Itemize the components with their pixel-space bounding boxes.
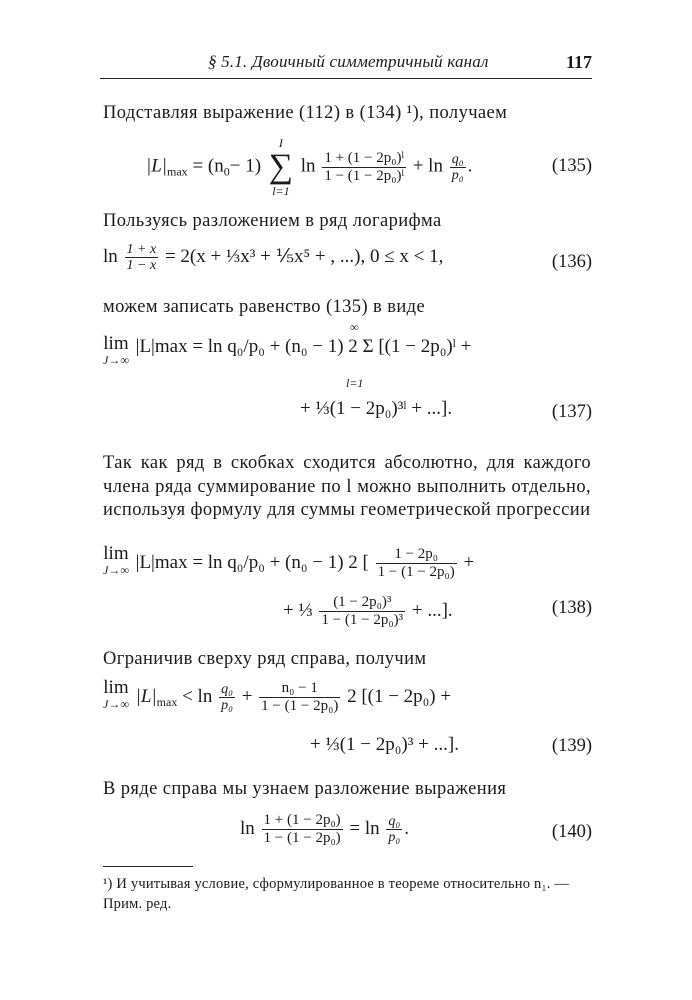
eq135-frac1-num: 1 + (1 − 2p₀)ˡ — [324, 149, 404, 166]
equation-137-line1 — [103, 333, 472, 368]
eq139-lim — [103, 677, 129, 712]
eq136-frac — [125, 242, 159, 273]
eq139-frac-q: $\frac{\text{q₀}}{\text{p₀}}$ — [221, 682, 233, 713]
sum-icon: ∑ — [268, 148, 294, 185]
page-header — [100, 52, 592, 79]
eq135-end: . — [467, 155, 473, 177]
eq139-frac — [259, 680, 340, 715]
equation-135 — [146, 136, 472, 198]
eq138-frac1-num: 1 − 2p₀ — [376, 546, 457, 564]
paragraph-1: Подставляя выражение (112) в (134) ¹), получаем — [103, 103, 508, 123]
eq139-lim-word: lim — [103, 677, 129, 698]
eq135-frac1 — [322, 150, 406, 185]
eq-number-135: (135) — [551, 156, 592, 176]
eq140-ln: ln — [240, 817, 255, 839]
eq-number-137: (137) — [551, 402, 592, 422]
eq138-line2-a: + ⅓ — [283, 599, 313, 621]
eq138-frac2-num: (1 − 2p₀)³ — [319, 594, 405, 612]
paragraph-6: В ряде справа мы узнаем разложение выражения — [103, 779, 507, 799]
paragraph-2: Пользуясь разложением в ряд логарифма — [103, 211, 442, 231]
eq135-lhs: |L| — [146, 155, 168, 177]
eq135-frac2-den: p₀ — [451, 167, 464, 183]
equation-139-line2: + ⅓(1 − 2p₀)³ + ...]. — [310, 734, 459, 755]
eq138-line1-a: |L|max = ln q₀/p₀ + (n₀ − 1) 2 [ — [135, 551, 369, 573]
eq136-frac-num: 1 + x — [126, 242, 157, 257]
eq137-line1: |L|max = ln q₀/p₀ + (n₀ − 1) 2 Σ [(1 − 2p₀)ˡ + — [135, 336, 472, 357]
equation-136 — [103, 242, 443, 273]
eq140-frac2-num: q₀ — [388, 814, 401, 829]
eq136-frac-den: 1 − x — [126, 258, 157, 273]
eq137-sum-top: ∞ — [350, 320, 359, 334]
eq137-sum-bot: l=1 — [346, 376, 364, 390]
paragraph-5: Ограничив сверху ряд справа, получим — [103, 649, 427, 669]
eq135-ln: ln — [300, 155, 316, 177]
eq135-n-sub: 0 — [223, 164, 230, 179]
eq140-frac2 — [386, 814, 402, 845]
eq139-line1-b: 2 [(1 − 2p₀) + — [347, 685, 452, 707]
eq138-frac2 — [319, 594, 405, 629]
footnote-rule — [103, 866, 193, 867]
equation-138-line1: lim J→∞ |L|max = ln q₀/p₀ + (n₀ − 1) 2 [ $\frac{\text{1 − 2p₀}}{\text{1 − (1 − 2p₀)}}$ + — [103, 543, 475, 580]
eq135-frac2 — [450, 152, 466, 183]
eq135-plus-ln: + ln — [412, 155, 443, 177]
eq138-frac1-den: 1 − (1 − 2p₀) — [377, 564, 455, 580]
eq135-minus1: − 1) — [229, 155, 262, 177]
eq138-line2-b: + ...]. — [411, 599, 453, 621]
equation-137-line2: + ⅓(1 − 2p₀)³ˡ + ...]. — [300, 398, 453, 419]
eq140-end: . — [404, 817, 410, 839]
eq135-lhs-sub: max — [167, 164, 188, 179]
eq135-sum-top: I — [278, 136, 283, 150]
eq140-frac2-den: p₀ — [388, 830, 401, 845]
eq140-eq-ln: = ln — [349, 817, 380, 839]
equation-139-line1: lim J→∞ $|L|_{max} < \ln$ $\frac{\text{q₀}}{\text{p₀}}$ + $\frac{\text{n₀ − 1}}{\text{1 − (1 − 2p₀)}}$ 2 [(1 − 2p₀) + — [103, 677, 452, 714]
eq136-ln: ln — [103, 245, 118, 267]
eq135-frac1-den: 1 − (1 − 2p₀)ˡ — [324, 167, 404, 184]
eq137-lim-word: lim — [103, 333, 129, 354]
eq139-lim-sub: J→∞ — [103, 697, 129, 711]
eq135-frac2-num: q₀ — [451, 151, 464, 167]
eq137-lim — [103, 333, 129, 368]
eq137-lim-sub: J→∞ — [103, 353, 129, 367]
paragraph-4: Так как ряд в скобках сходится абсолютно, для каждого члена ряда суммирование по l можно выполнить отдельно, используя формулу для суммы геометрической прогрессии — [103, 453, 591, 520]
eq-number-140: (140) — [551, 822, 592, 842]
eq138-lim-sub: J→∞ — [103, 563, 129, 577]
footnote: ¹) И учитывая условие, сформулированное в теореме относительно n₁. — Прим. ред. — [103, 876, 570, 912]
page-number: 117 — [565, 52, 592, 72]
eq138-frac2-den: 1 − (1 − 2p₀)³ — [321, 612, 404, 628]
eq140-frac1 — [262, 812, 343, 847]
paragraph-3: можем записать равенство (135) в виде — [103, 297, 426, 317]
eq136-body: = 2(x + ⅓x³ + ⅕x⁵ + , ...), 0 ≤ x < 1, — [164, 245, 444, 267]
eq138-frac1 — [376, 546, 457, 581]
equation-140 — [240, 812, 409, 847]
eq135-sum — [269, 136, 293, 198]
running-head: § 5.1. Двоичный симметричный канал — [208, 52, 489, 71]
equation-138-line2 — [283, 594, 453, 629]
eq135-sum-bot: l=1 — [272, 184, 290, 198]
eq-number-139: (139) — [551, 736, 592, 756]
eq139-frac-den: 1 − (1 − 2p₀) — [261, 698, 339, 714]
eq139-frac-num: n₀ − 1 — [259, 680, 340, 698]
eq138-lim — [103, 543, 129, 578]
eq-number-138: (138) — [551, 598, 592, 618]
eq140-frac1-num: 1 + (1 − 2p₀) — [263, 812, 341, 828]
eq140-frac1-den: 1 − (1 − 2p₀) — [263, 830, 341, 846]
eq-number-136: (136) — [551, 252, 592, 272]
eq138-lim-word: lim — [103, 543, 129, 564]
eq135-eq: = (n — [192, 155, 224, 177]
